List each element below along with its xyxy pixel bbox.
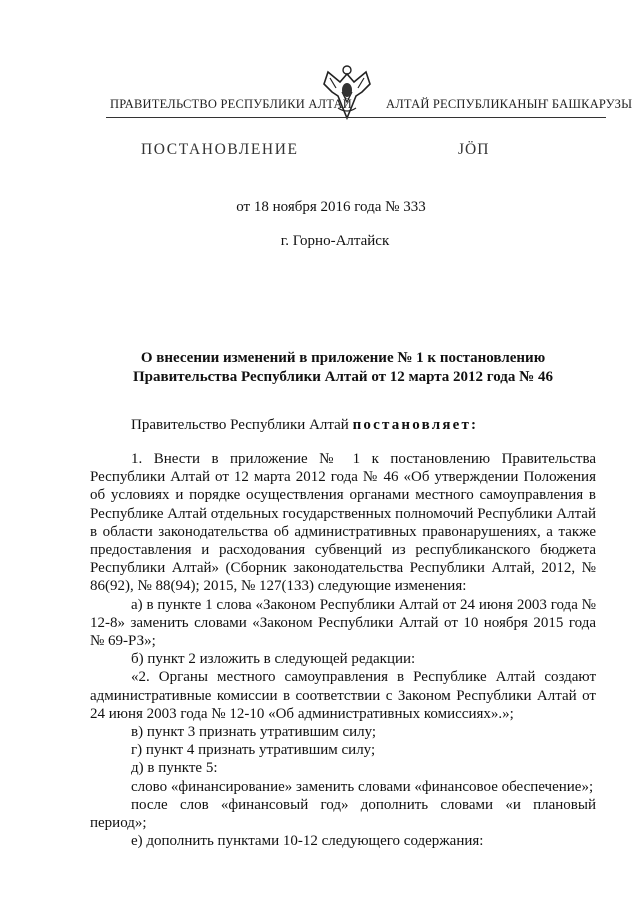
preamble-text: Правительство Республики Алтай (131, 417, 353, 433)
paragraph-word-replace: слово «финансирование» заменить словами «финансовое обеспечение»; (131, 778, 594, 795)
paragraph-item-v: в) пункт 3 признать утратившим силу; (131, 724, 377, 741)
paragraph-1: 1. Внести в приложение № 1 к постановлению Правительства Республики Алтай от 12 марта 2012 года № 46 «Об утверждении Положения об условиях и порядке осуществления органами местного самоуправления в Республике Алтай отдельных государственных полномочий Республики Алтай в области законодательства об административных правонарушениях, а также предоставления и расходования субвенций из республиканского бюджета Республики Алтай» (Сборник законодательства Республики Алтай, 2012, № 86(92), № 88(94); 2015, № 127(133) следующие изменения: (90, 451, 596, 595)
paragraph-item-e: е) дополнить пунктами 10-12 следующего содержания: (131, 833, 484, 850)
document-date: от 18 ноября 2016 года № 333 (236, 199, 426, 215)
paragraph-item-b: б) пункт 2 изложить в следующей редакции: (131, 651, 416, 668)
document-body (90, 450, 596, 850)
header-org-right: АЛТАЙ РЕСПУБЛИКАНЫҤ БАШКАРУЗЫ (386, 97, 633, 111)
document-type: ПОСТАНОВЛЕНИЕ (141, 141, 299, 158)
title-line-2: Правительства Республики Алтай от 12 марта 2012 года № 46 (133, 369, 553, 385)
paragraph-item-d: д) в пункте 5: (131, 760, 218, 777)
paragraph-after-words: после слов «финансовый год» дополнить словами «и плановый период»; (90, 796, 596, 832)
document-type-altai: JӦП (458, 141, 490, 158)
preamble (131, 417, 478, 434)
header-divider (106, 117, 606, 118)
document-title (90, 349, 596, 387)
header-org-left: ПРАВИТЕЛЬСТВО РЕСПУБЛИКИ АЛТАЙ (110, 97, 352, 111)
paragraph-quote: «2. Органы местного самоуправления в Республике Алтай создают административные комиссии в соответствии с Законом Республики Алтай от 24 июня 2003 года № 12-10 «Об административных комиссиях».»; (90, 669, 596, 722)
preamble-emphasis: постановляет: (352, 417, 479, 433)
title-line-1: О внесении изменений в приложение № 1 к постановлению (140, 350, 546, 366)
document-city: г. Горно-Алтайск (280, 233, 390, 249)
paragraph-item-g: г) пункт 4 признать утратившим силу; (131, 742, 376, 759)
paragraph-item-a: а) в пункте 1 слова «Законом Республики Алтай от 24 июня 2003 года № 12-8» заменить словами «Законом Республики Алтай от 10 ноября 2015 года № 69-РЗ»; (90, 596, 596, 650)
